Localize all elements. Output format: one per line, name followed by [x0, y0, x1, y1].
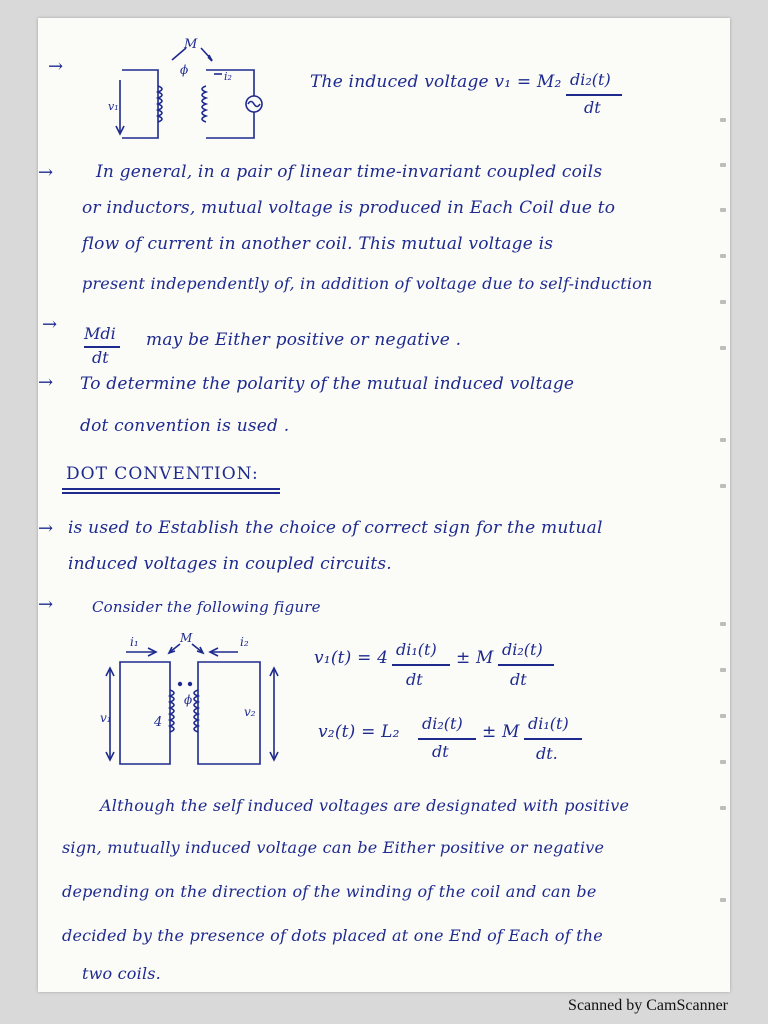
equation-v1-numerator-1: di₁(t)	[396, 640, 437, 659]
voltage-v1-label: v₁	[108, 100, 119, 113]
mdi-denominator: dt	[92, 348, 109, 367]
flux-label: ϕ	[184, 693, 193, 707]
fraction-bar	[566, 94, 622, 96]
bullet-arrow: →	[42, 314, 58, 335]
paragraph-1-line-2: or inductors, mutual voltage is produced in Each Coil due to	[82, 198, 616, 218]
paragraph-4-line-1: is used to Establish the choice of correct sign for the mutual	[68, 518, 603, 538]
binding-mark	[720, 760, 726, 764]
bullet-arrow: →	[38, 518, 54, 539]
equation-v1-denominator-1: dt	[406, 670, 423, 689]
mdi-numerator: Mdi	[84, 324, 116, 343]
equation-v2-plus-minus: ± M	[482, 722, 520, 742]
paragraph-6-line-1: Although the self induced voltages are designated with positive	[100, 796, 630, 815]
equation-v1-plus-minus: ± M	[456, 648, 494, 668]
voltage-v2-label: v₂	[244, 705, 256, 719]
inductance-l1-label: 4	[154, 715, 163, 730]
binding-mark	[720, 714, 726, 718]
coupled-coils-figure-2	[88, 630, 288, 780]
induced-voltage-equation-lhs: The induced voltage v₁ = M₂	[310, 72, 562, 92]
flux-label: ϕ	[180, 63, 189, 77]
equation-v1-lhs: v₁(t) = 4	[314, 648, 389, 668]
paragraph-5-text: Consider the following figure	[92, 598, 321, 616]
fraction-bar	[524, 738, 582, 740]
fraction-numerator: di₂(t)	[570, 70, 611, 89]
binding-mark	[720, 208, 726, 212]
equation-v2-numerator-2: di₁(t)	[528, 714, 569, 733]
mutual-m-label: M	[180, 631, 193, 645]
paragraph-3-line-1: To determine the polarity of the mutual induced voltage	[80, 374, 575, 394]
paragraph-6-line-5: two coils.	[82, 964, 161, 983]
binding-mark	[720, 622, 726, 626]
equation-v2-numerator-1: di₂(t)	[422, 714, 463, 733]
scanner-watermark: Scanned by CamScanner	[568, 997, 728, 1014]
equation-v1-numerator-2: di₂(t)	[502, 640, 543, 659]
binding-mark	[720, 346, 726, 350]
section-heading: DOT CONVENTION:	[66, 464, 259, 484]
bullet-arrow: →	[38, 162, 54, 183]
notebook-page	[38, 18, 730, 992]
fraction-bar	[418, 738, 476, 740]
heading-underline	[62, 488, 280, 490]
equation-v2-denominator-2: dt.	[536, 744, 558, 763]
binding-mark	[720, 300, 726, 304]
binding-mark	[720, 898, 726, 902]
paragraph-2-text: may be Either positive or negative .	[146, 330, 462, 350]
paragraph-1-line-3: flow of current in another coil. This mutual voltage is	[82, 234, 554, 254]
mutual-m-label: M	[184, 37, 198, 52]
fraction-bar	[498, 664, 554, 666]
paragraph-3-line-2: dot convention is used .	[80, 416, 290, 436]
bullet-arrow: →	[38, 372, 54, 393]
binding-mark	[720, 484, 726, 488]
equation-v2-lhs: v₂(t) = L₂	[318, 722, 400, 742]
equation-v1-denominator-2: dt	[510, 670, 527, 689]
binding-mark	[720, 668, 726, 672]
fraction-denominator: dt	[584, 98, 601, 117]
current-i1-label: i₁	[130, 635, 139, 649]
coupled-coils-figure-1	[106, 30, 276, 150]
binding-mark	[720, 438, 726, 442]
equation-v2-denominator-1: dt	[432, 742, 449, 761]
paragraph-6-line-2: sign, mutually induced voltage can be Either positive or negative	[62, 838, 605, 857]
polarity-dot	[178, 682, 182, 686]
paragraph-1-line-4: present independently of, in addition of voltage due to self-induction	[82, 274, 653, 293]
binding-mark	[720, 118, 726, 122]
paragraph-4-line-2: induced voltages in coupled circuits.	[68, 554, 392, 574]
current-i2-label: i₂	[224, 70, 232, 83]
binding-mark	[720, 254, 726, 258]
voltage-v1-label: v₁	[100, 711, 112, 725]
paragraph-6-line-3: depending on the direction of the winding of the coil and can be	[62, 882, 597, 901]
heading-underline	[62, 492, 280, 494]
paragraph-1-line-1: In general, in a pair of linear time-invariant coupled coils	[96, 162, 603, 182]
fraction-bar	[392, 664, 450, 666]
binding-mark	[720, 163, 726, 167]
current-i2-label: i₂	[240, 635, 249, 649]
bullet-arrow: →	[48, 56, 64, 77]
binding-mark	[720, 806, 726, 810]
bullet-arrow: →	[38, 594, 54, 615]
paragraph-6-line-4: decided by the presence of dots placed at one End of Each of the	[62, 926, 603, 945]
polarity-dot	[188, 682, 192, 686]
